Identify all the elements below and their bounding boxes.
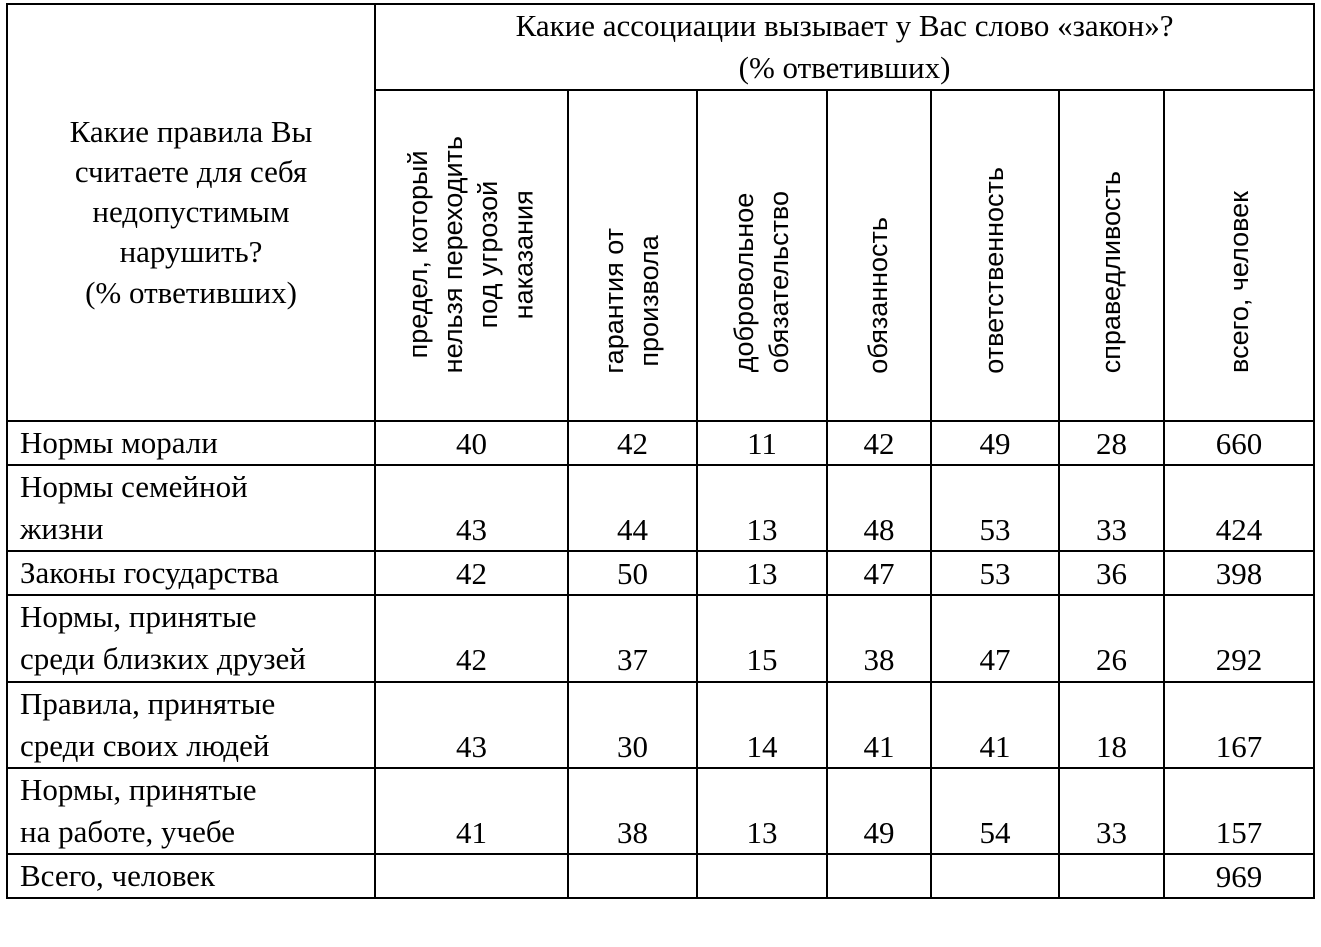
row-label: Нормы морали (7, 421, 375, 465)
cell: 167 (1164, 682, 1314, 768)
column-header-voluntary: добровольное обязательство (697, 90, 827, 421)
column-header-justice: справедливость (1059, 90, 1164, 421)
cell: 13 (697, 768, 827, 854)
table-row (7, 551, 1314, 595)
survey-table (6, 3, 1315, 899)
cell: 40 (375, 421, 568, 465)
column-header-guarantee: гарантия от произвола (568, 90, 697, 421)
cell: 42 (827, 421, 931, 465)
cell: 157 (1164, 768, 1314, 854)
cell: 50 (568, 551, 697, 595)
cell: 15 (697, 595, 827, 681)
cell: 14 (697, 682, 827, 768)
cell: 47 (931, 595, 1059, 681)
column-header-limit: предел, который нельзя переходить под угрозой наказания (375, 90, 568, 421)
column-header-responsibility: ответственность (931, 90, 1059, 421)
cell: 43 (375, 465, 568, 551)
column-header-duty: обязанность (827, 90, 931, 421)
row-label: Всего, человек (7, 854, 375, 898)
cell: 38 (827, 595, 931, 681)
cell: 36 (1059, 551, 1164, 595)
cell: 33 (1059, 465, 1164, 551)
cell: 969 (1164, 854, 1314, 898)
row-label: Правила, принятые среди своих людей (7, 682, 375, 768)
cell: 28 (1059, 421, 1164, 465)
column-header-total: всего, человек (1164, 90, 1314, 421)
cell: 41 (375, 768, 568, 854)
cell: 424 (1164, 465, 1314, 551)
cell: 660 (1164, 421, 1314, 465)
cell: 18 (1059, 682, 1164, 768)
cell: 53 (931, 551, 1059, 595)
cell: 26 (1059, 595, 1164, 681)
cell (931, 854, 1059, 898)
cell: 49 (827, 768, 931, 854)
cell: 13 (697, 551, 827, 595)
cell: 53 (931, 465, 1059, 551)
cell: 42 (568, 421, 697, 465)
cell: 42 (375, 595, 568, 681)
cell (1059, 854, 1164, 898)
cell: 41 (931, 682, 1059, 768)
cell: 37 (568, 595, 697, 681)
cell: 38 (568, 768, 697, 854)
table-row-total (7, 854, 1314, 898)
cell: 33 (1059, 768, 1164, 854)
cell: 43 (375, 682, 568, 768)
row-label: Нормы семейной жизни (7, 465, 375, 551)
table-row (7, 682, 1314, 768)
table-row (7, 465, 1314, 551)
cell: 13 (697, 465, 827, 551)
cell: 49 (931, 421, 1059, 465)
table-row (7, 421, 1314, 465)
cell: 292 (1164, 595, 1314, 681)
cell: 30 (568, 682, 697, 768)
cell: 42 (375, 551, 568, 595)
cell: 398 (1164, 551, 1314, 595)
row-label: Нормы, принятые на работе, учебе (7, 768, 375, 854)
cell (568, 854, 697, 898)
column-group-title: Какие ассоциации вызывает у Вас слово «закон»? (% ответивших) (375, 4, 1314, 90)
cell: 47 (827, 551, 931, 595)
cell: 41 (827, 682, 931, 768)
row-label: Нормы, принятые среди близких друзей (7, 595, 375, 681)
row-label: Законы государства (7, 551, 375, 595)
row-header-title: Какие правила Вы считаете для себя недопустимым нарушить? (% ответивших) (7, 4, 375, 421)
table-row (7, 768, 1314, 854)
cell: 48 (827, 465, 931, 551)
cell: 11 (697, 421, 827, 465)
table-row (7, 595, 1314, 681)
cell: 54 (931, 768, 1059, 854)
cell (375, 854, 568, 898)
cell (697, 854, 827, 898)
cell: 44 (568, 465, 697, 551)
cell (827, 854, 931, 898)
